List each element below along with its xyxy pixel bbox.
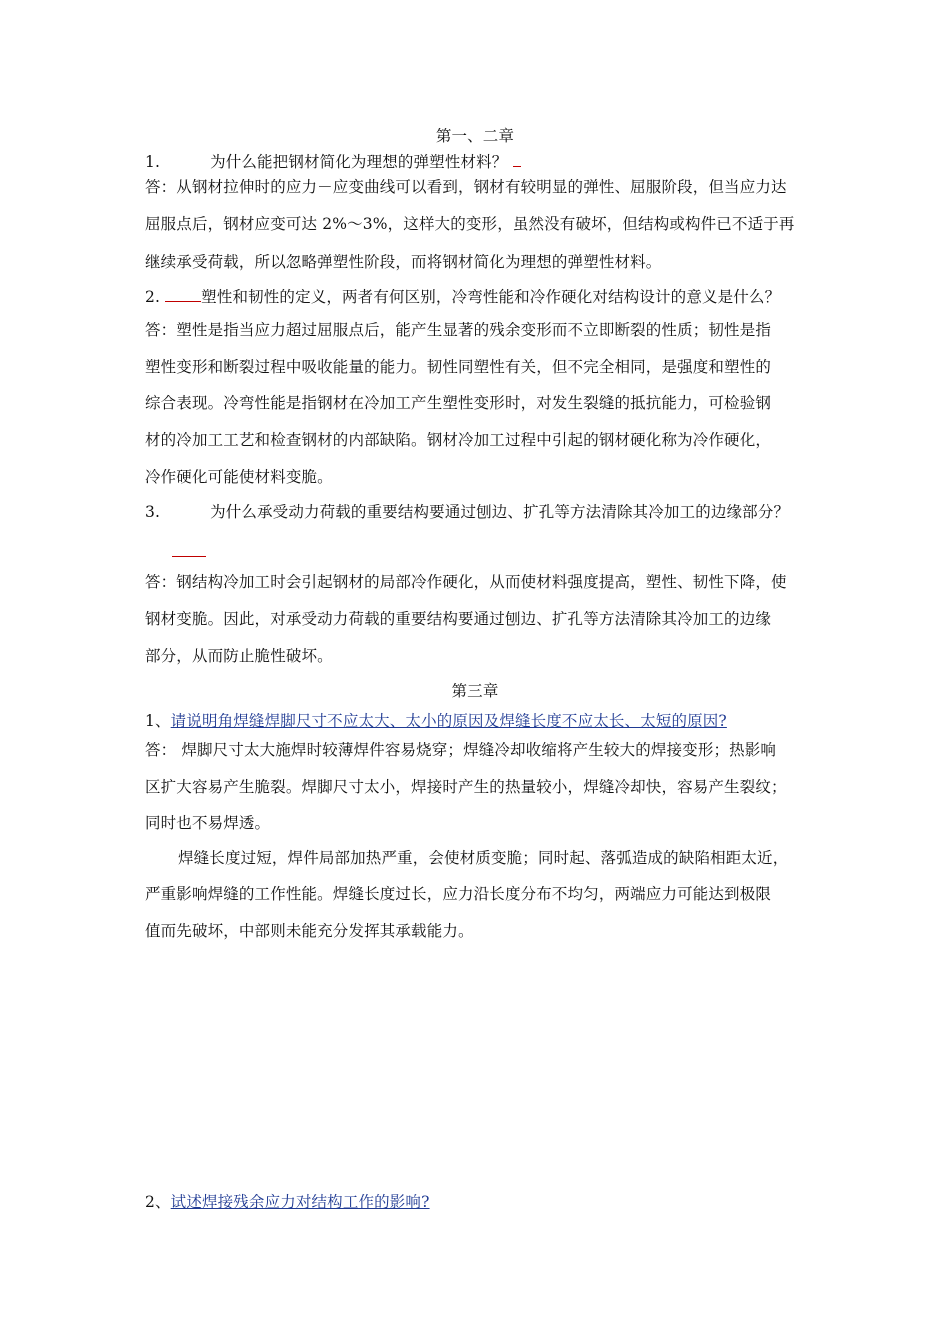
answer-line: 继续承受荷载，所以忽略弹塑性阶段，而将钢材简化为理想的弹塑性材料。	[145, 253, 662, 271]
question-text: 为什么能把钢材简化为理想的弹塑性材料？	[210, 153, 508, 171]
answer-line: 答： 焊脚尺寸太大施焊时较薄焊件容易烧穿；焊缝冷却收缩将产生较大的焊接变形；热影响	[145, 741, 777, 759]
question-link[interactable]: 试述焊接残余应力对结构工作的影响?	[170, 1193, 430, 1211]
question-3	[145, 502, 789, 522]
answer-blank	[165, 287, 201, 302]
question-text: 塑性和韧性的定义，两者有何区别，冷弯性能和冷作硬化对结构设计的意义是什么？	[201, 288, 781, 306]
chapter-heading: 第三章	[451, 682, 499, 700]
question-number: 1.	[145, 153, 161, 171]
question-number: 1、	[145, 712, 171, 730]
question-number: 3.	[145, 503, 161, 521]
question-number: 2、	[145, 1193, 171, 1211]
question-1	[145, 152, 521, 172]
answer-line: 区扩大容易产生脆裂。焊脚尺寸太小，焊接时产生的热量较小，焊缝冷却快，容易产生裂纹；	[145, 778, 787, 796]
answer-line: 屈服点后，钢材应变可达 2%～3%，这样大的变形，虽然没有破坏，但结构或构件已不适于再	[145, 215, 795, 233]
answer-line: 部分，从而防止脆性破坏。	[145, 647, 333, 665]
question-number: 2.	[145, 288, 161, 306]
answer-line: 材的冷加工工艺和检查钢材的内部缺陷。钢材冷加工过程中引起的钢材硬化称为冷作硬化，	[145, 431, 772, 449]
answer-blank	[172, 556, 206, 557]
answer-line: 钢材变脆。因此，对承受动力荷载的重要结构要通过刨边、扩孔等方法清除其冷加工的边缘	[145, 610, 772, 628]
answer-line: 值而先破坏，中部则未能充分发挥其承载能力。	[145, 922, 474, 940]
question-link[interactable]: 请说明角焊缝焊脚尺寸不应太大、太小的原因及焊缝长度不应太长、太短的原因?	[170, 712, 727, 730]
answer-line: 答：钢结构冷加工时会引起钢材的局部冷作硬化，从而使材料强度提高，塑性、韧性下降，使	[145, 573, 787, 591]
answer-line: 冷作硬化可能使材料变脆。	[145, 468, 333, 486]
question-1	[145, 711, 727, 731]
answer-line: 答：从钢材拉伸时的应力－应变曲线可以看到，钢材有较明显的弹性、屈服阶段，但当应力达	[145, 178, 787, 196]
answer-line: 答：塑性是指当应力超过屈服点后，能产生显著的残余变形而不立即断裂的性质；韧性是指	[145, 321, 772, 339]
answer-line: 严重影响焊缝的工作性能。焊缝长度过长，应力沿长度分布不均匀，两端应力可能达到极限	[145, 885, 772, 903]
chapter-heading: 第一、二章	[435, 127, 515, 145]
answer-line: 焊缝长度过短，焊件局部加热严重，会使材质变脆；同时起、落弧造成的缺陷相距太近，	[178, 849, 789, 867]
question-text: 为什么承受动力荷载的重要结构要通过刨边、扩孔等方法清除其冷加工的边缘部分？	[210, 503, 790, 521]
answer-blank	[513, 152, 521, 167]
question-2	[145, 1192, 430, 1212]
answer-line: 同时也不易焊透。	[145, 814, 271, 832]
answer-line: 塑性变形和断裂过程中吸收能量的能力。韧性同塑性有关，但不完全相同，是强度和塑性的	[145, 358, 772, 376]
question-2	[145, 287, 780, 307]
answer-line: 综合表现。冷弯性能是指钢材在冷加工产生塑性变形时，对发生裂缝的抵抗能力，可检验钢	[145, 394, 772, 412]
